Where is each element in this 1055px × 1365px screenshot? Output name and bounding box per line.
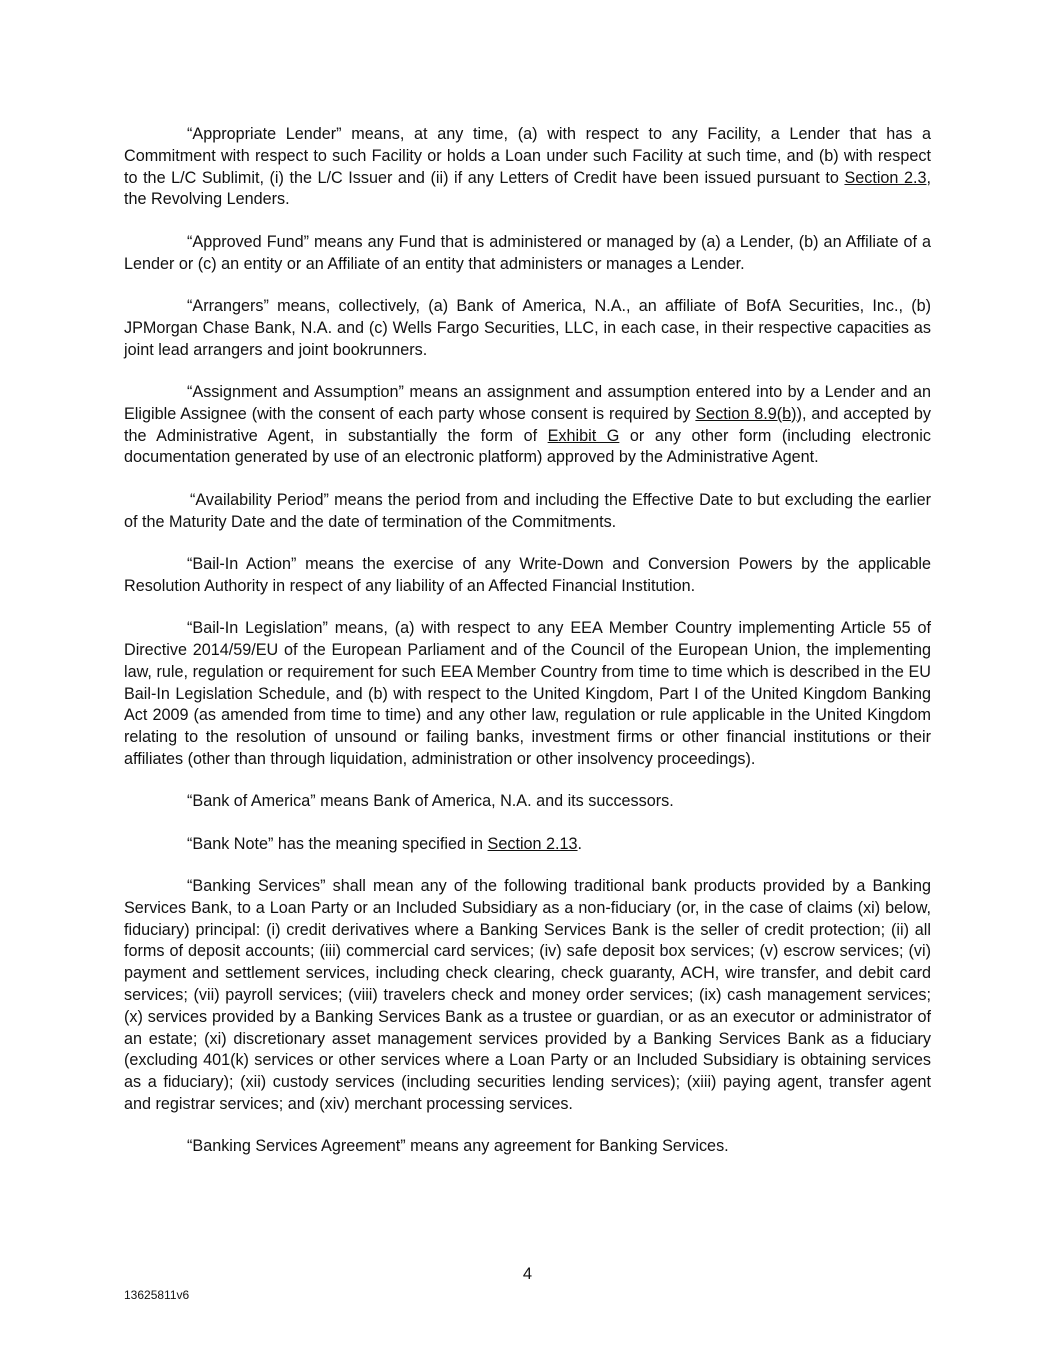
definition-banking-services-agreement: “Banking Services Agreement” means any agreement for Banking Services.	[187, 1137, 729, 1156]
definition-approved-fund: “Approved Fund” means any Fund that is administered or managed by (a) a Lender, (b) an Affiliate of a Lender or (c) an entity or an Affiliate of an entity that administers or manages a Lender.	[124, 232, 931, 273]
definition-bank-note: “Bank Note” has the meaning specified in Section 2.13.	[187, 834, 583, 853]
definition-appropriate-lender: “Appropriate Lender” means, at any time, (a) with respect to any Facility, a Lender that has a Commitment with respect to such Facility or holds a Loan under such Facility at such time, and (b) with respect to the L/C Sublimit, (i) the L/C Issuer and (ii) if any Letters of Credit have been issued pursuant to Section 2.3, the Revolving Lenders.	[124, 125, 931, 209]
definition-banking-services: “Banking Services” shall mean any of the following traditional bank products provided by a Banking Services Bank, to a Loan Party or an Included Subsidiary as a non-fiduciary (or, in the case of claims (xi) below, fiduciary) principal: (i) credit derivatives where a Banking Services Bank is the seller of credit protection; (ii) all forms of deposit accounts; (iii) commercial card services; (iv) safe deposit box services; (v) escrow services; (vi) payment and settlement services, including check clearing, check guaranty, ACH, wire transfer, and debit card services; (vii) payroll services; (viii) travelers check and money order services; (ix) cash management services; (x) services provided by a Banking Services Bank as a trustee or guardian, or as an executor or administrator of an estate; (xi) discretionary asset management services provided by a Banking Services Bank as a fiduciary (excluding 401(k) services or other services where a Loan Party or an Included Subsidiary is obtaining services as a fiduciary); (xii) custody services (including securities lending services); (xiii) paying agent, transfer agent and registrar services; and (xiv) merchant processing services.	[124, 877, 931, 1114]
definition-assignment-and-assumption: “Assignment and Assumption” means an assignment and assumption entered into by a Lender and an Eligible Assignee (with the consent of each party whose consent is required by Section 8.9(b)), and accepted by the Administrative Agent, in substantially the form of Exhibit G or any other form (including electronic documentation generated by use of an electronic platform) approved by the Administrative Agent.	[124, 382, 932, 467]
definition-bail-in-action: “Bail-In Action” means the exercise of any Write-Down and Conversion Powers by the applicable Resolution Authority in respect of any liability of an Affected Financial Institution.	[124, 554, 932, 595]
defined-term: “Approved Fund”	[187, 232, 309, 251]
page-number: 4	[522, 1265, 533, 1283]
defined-term: “Appropriate Lender”	[187, 125, 342, 143]
section-reference: Section 2.13	[487, 834, 578, 853]
document-id: 13625811v6	[124, 1288, 190, 1302]
defined-term: “Banking Services Agreement”	[187, 1137, 406, 1156]
defined-term: “Assignment and Assumption”	[187, 382, 404, 401]
document-body	[124, 124, 931, 1179]
defined-term: “Bail-In Legislation”	[187, 619, 328, 638]
section-reference: Section 8.9(b)	[695, 404, 797, 423]
definition-availability-period: “Availability Period” means the period from and including the Effective Date to but excluding the earlier of the Maturity Date and the date of termination of the Commitments.	[124, 490, 931, 531]
definition-bail-in-legislation: “Bail-In Legislation” means, (a) with respect to any EEA Member Country implementing Article 55 of Directive 2014/59/EU of the European Parliament and of the Council of the European Union, the implementing law, rule, regulation or requirement for such EEA Member Country from time to time which is described in the EU Bail-In Legislation Schedule, and (b) with respect to the United Kingdom, Part I of the United Kingdom Banking Act 2009 (as amended from time to time) and any other law, regulation or rule applicable in the United Kingdom relating to the resolution of unsound or failing banks, investment firms or other financial institutions or their affiliates (other than through liquidation, administration or other insolvency proceedings).	[124, 619, 931, 768]
definition-bank-of-america: “Bank of America” means Bank of America, N.A. and its successors.	[187, 792, 674, 811]
exhibit-reference: Exhibit G	[547, 426, 620, 445]
definition-arrangers: “Arrangers” means, collectively, (a) Bank of America, N.A., an affiliate of BofA Securities, Inc., (b) JPMorgan Chase Bank, N.A. and (c) Wells Fargo Securities, LLC, in each case, in their respective capacities as joint lead arrangers and joint bookrunners.	[124, 296, 931, 359]
defined-term: “Bail-In Action”	[187, 554, 297, 573]
defined-term: “Bank Note”	[187, 834, 274, 853]
defined-term: “Availability Period”	[190, 490, 329, 509]
defined-term: “Bank of America”	[187, 792, 316, 811]
defined-term: “Arrangers”	[187, 296, 269, 315]
section-reference: Section 2.3	[844, 168, 927, 187]
defined-term: “Banking Services”	[187, 877, 326, 896]
